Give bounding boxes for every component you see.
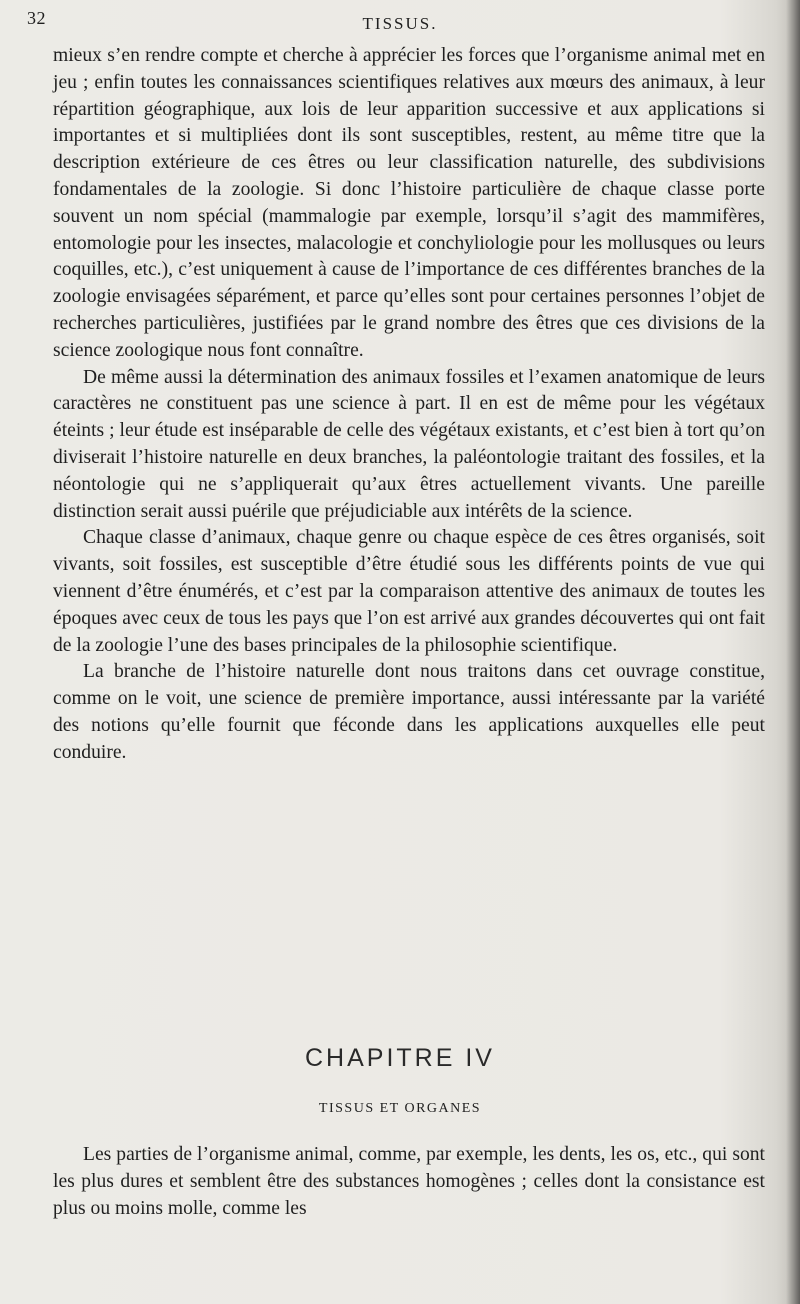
paragraph-1: mieux s’en rendre compte et cherche à apprécier les forces que l’organisme animal met en jeu ; enfin toutes les connaissances scientifiques relatives aux mœurs des animaux, à leur répartition géographique, aux lois de leur apparition successive et aux applications si importantes et si multipliées dont ils sont susceptibles, restent, au même titre que la description extérieure de ces êtres ou leur classification naturelle, des subdivisions fondamentales de la zoologie. Si donc l’histoire particulière de chaque classe porte souvent un nom spécial (mammalogie par exemple, lorsqu’il s’agit des mammifères, entomologie pour les insectes, malacologie et conchyliologie pour les mollusques ou leurs coquilles, etc.), c’est uniquement à cause de l’importance de ces différentes branches de la zoologie envisagées séparément, et parce qu’elles sont pour certaines personnes l’objet de recherches particulières, justifiées par le grand nombre des êtres que ces divisions de la science zoologique nous font connaître. <box>53 45 765 361</box>
chapter-subtitle: TISSUS ET ORGANES <box>318 1101 482 1116</box>
chapter-body <box>53 1142 765 1222</box>
page-number: 32 <box>27 8 46 28</box>
running-head: TISSUS. <box>362 14 438 33</box>
paragraph-2: De même aussi la détermination des animaux fossiles et l’examen anatomique de leurs caractères ne constituent pas une science à part. Il en est de même pour les végétaux éteints ; leur étude est inséparable de celle des végétaux existants, et c’est bien à tort qu’on diviserait l’histoire naturelle en deux branches, la paléontologie traitant des fossiles, et la néontologie qui ne s’appliquerait qu’aux êtres actuellement vivants. Une pareille distinction serait aussi puérile que préjudiciable aux intérêts de la science. <box>53 366 765 522</box>
paragraph-4: La branche de l’histoire naturelle dont nous traitons dans cet ouvrage constitue, comme on le voit, une science de première importance, aussi intéressante par la variété des notions qu’elle fournit que féconde dans les applications auxquelles elle peut conduire. <box>53 661 765 763</box>
chapter-opening-paragraph: Les parties de l’organisme animal, comme, par exemple, les dents, les os, etc., qui sont les plus dures et semblent être des substances homogènes ; celles dont la consistance est plus ou moins molle, comme les <box>53 1144 765 1219</box>
chapter-title: CHAPITRE IV <box>305 1044 495 1072</box>
body-text <box>53 43 765 767</box>
paragraph-3: Chaque classe d’animaux, chaque genre ou chaque espèce de ces êtres organisés, soit vivants, soit fossiles, est susceptible d’être étudié sous les différents points de vue qui viennent d’être énumérés, et c’est par la comparaison attentive des animaux de toutes les époques avec ceux de tous les pays que l’on est arrivé aux grandes découvertes qui ont fait de la zoologie l’une des bases principales de la philosophie scientifique. <box>53 527 765 656</box>
